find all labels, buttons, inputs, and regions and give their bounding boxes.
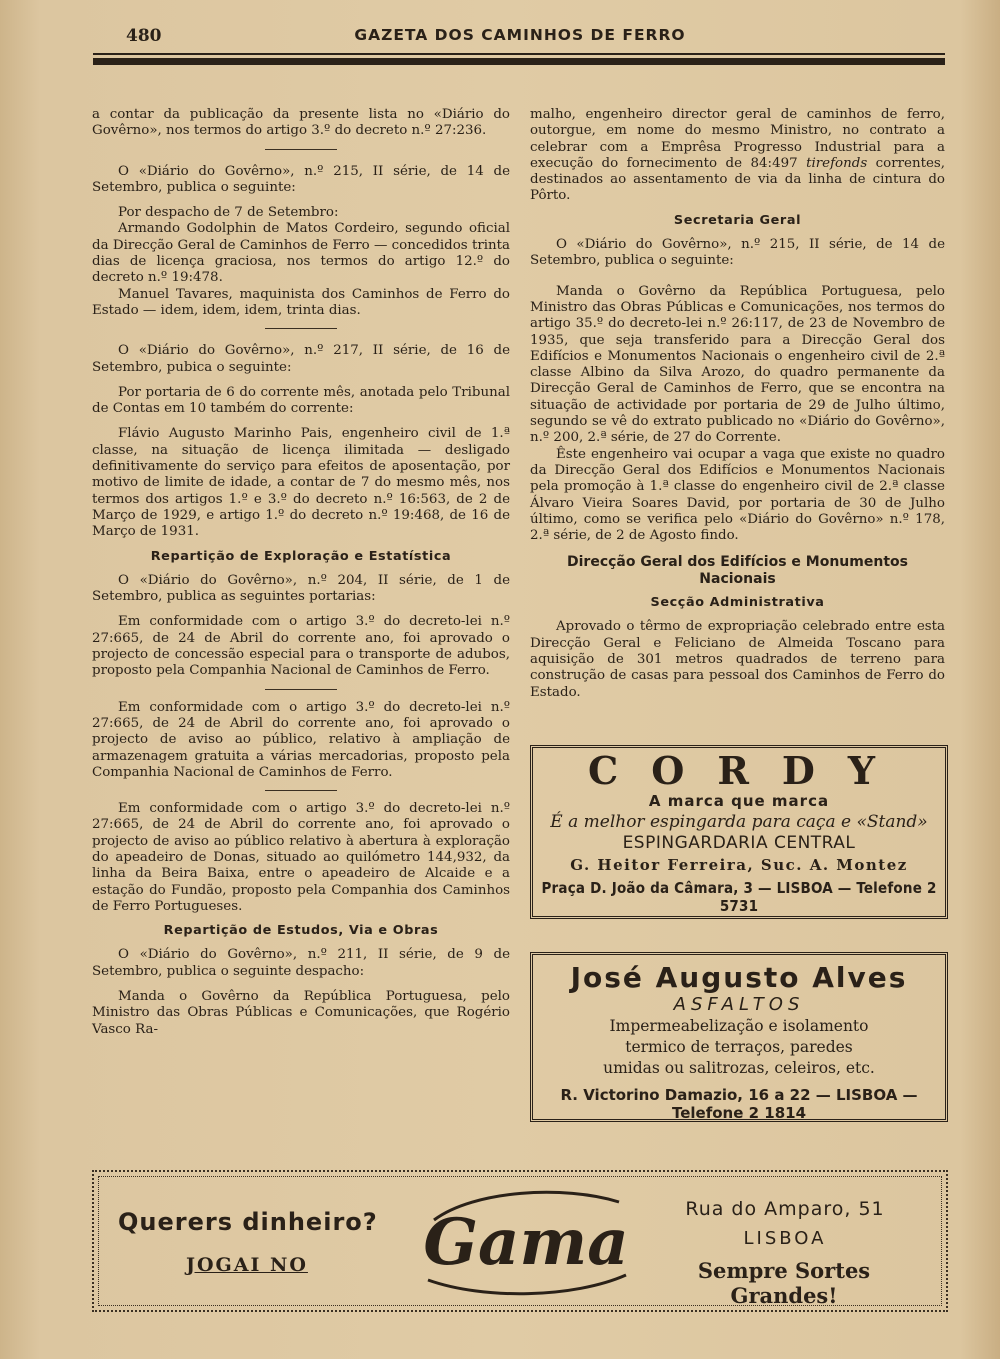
gama-lottery-advertisement [92, 1170, 948, 1312]
italic-term: tirefonds [806, 155, 868, 171]
paragraph: Manuel Tavares, maquinista dos Caminhos de Ferro do Estado — idem, idem, idem, trinta dias. [92, 286, 510, 318]
separator [265, 689, 337, 690]
cordy-advertisement [530, 745, 948, 919]
paragraph: O «Diário do Govêrno», n.º 211, II série, de 9 de Setembro, publica o seguinte despacho: [92, 947, 510, 979]
text-run: malho, engenheiro director geral de caminhos de ferro, outorgue, em nome do mesmo Ministro, no contrato a celebrar com a Emprêsa Progresso Industrial para a execução do fornecimento de 84:497 [530, 107, 945, 171]
description-line: Impermeabelização e isolamento [609, 1017, 869, 1035]
paragraph: Em conformidade com o artigo 3.º do decreto-lei n.º 27:665, de 24 de Abril do corrente ano, foi aprovado o projecto de concessão especial para o transporte de adubos, proposto pela Companhia Nacional de Caminhos de Ferro. [92, 614, 510, 679]
logo-text: Gama [423, 1205, 629, 1280]
separator [265, 790, 337, 791]
header-rule-thick [93, 58, 945, 65]
paragraph [530, 107, 945, 205]
section-heading: Secretaria Geral [673, 212, 802, 228]
paragraph: Manda o Govêrno da República Portuguesa, pelo Ministro das Obras Públicas e Comunicações, nos termos do artigo 35.º do decreto-lei n.º 26:117, de 23 de Novembro de 1935, que seja transferido para a Direcção Geral dos Edifícios e Monumentos Nacionais o engenheiro civil de 2.ª classe Albino da Silva Arozo, do quadro permanente da Direcção Geral de Caminhos de Ferro, que se encontra na situação de actividade por portaria de 29 de Julho último, segundo se vê do extrato publicado no «Diário do Govêrno», n.º 200, 2.ª série, de 27 do Corrente. [530, 283, 945, 446]
motto: Sempre Sortes Grandes! [697, 1258, 871, 1308]
product-name: ASFALTOS [673, 994, 805, 1015]
paragraph: Êste engenheiro vai ocupar a vaga que existe no quadro da Direcção Geral dos Edifícios e Monumentos Nacionais pela promoção à 1.ª classe do engenheiro civil de 2.ª classe Álvaro Vieira Soares David, por portaria de 30 de Julho último, como se verifica pelo «Diário do Govêrno» n.º 178, 2.ª série, de 2 de Agosto findo. [530, 446, 945, 544]
paragraph: O «Diário do Govêrno», n.º 204, II série, de 1 de Setembro, publica as seguintes portarias: [92, 572, 510, 605]
call-to-action: JOGAI NO [186, 1254, 308, 1276]
brand-name: CORDY [587, 748, 908, 793]
paragraph: O «Diário do Govêrno», n.º 217, II série, de 16 de Setembro, pubica o seguinte: [92, 343, 510, 375]
text-run: correntes, destinados ao assentamento de via da linha de cintura do Pôrto. [530, 155, 946, 204]
gama-script-logo [414, 1180, 634, 1300]
question-text: Querers dinheiro? [118, 1208, 378, 1236]
company-name: José Augusto Alves [570, 961, 908, 994]
description-line: umidas ou salitrozas, celeiros, etc. [603, 1059, 875, 1077]
slogan: A marca que marca [648, 792, 830, 810]
city-name: LISBOA [743, 1228, 827, 1249]
paragraph: Em conformidade com o artigo 3.º do decreto-lei n.º 27:665, de 24 de Abril do corrente ano, foi aprovado o projecto de aviso ao público, relativo à ampliação de armazenagem gratuita a várias mercadorias, proposto pela Companhia Nacional de Caminhos de Ferro. [92, 699, 510, 780]
left-column [92, 107, 510, 1038]
store-name: ESPINGARDARIA CENTRAL [622, 833, 856, 853]
section-heading-large: Direcção Geral dos Edifícios e Monumentos Nacionais [567, 554, 908, 587]
right-column [530, 107, 945, 701]
tagline: É a melhor espingarda para caça e «Stand» [550, 812, 928, 832]
separator [265, 149, 337, 150]
paragraph: Flávio Augusto Marinho Pais, engenheiro civil de 1.ª classe, na situação de licença ilimitada — desligado definitivamente do serviço para efeitos de aposentação, por motivo de limite de idade, a contar de 7 do mesmo mês, nos termos dos artigos 1.º e 3.º do decreto n.º 16:563, de 2 de Março de 1929, e artigo 1.º do decreto n.º 19:468, de 16 de Março de 1931. [92, 426, 510, 540]
jose-augusto-alves-advertisement [530, 952, 948, 1122]
street-address: Rua do Amparo, 51 [685, 1198, 885, 1220]
header-rule-thin [93, 53, 945, 55]
address-line: Praça D. João da Câmara, 3 — LISBOA — Telefone 2 5731 [541, 879, 937, 915]
paragraph: Aprovado o têrmo de expropriação celebrado entre esta Direcção Geral e Feliciano de Almeida Toscano para aquisição de 301 metros quadrados de terreno para construção de casas para pessoal dos Caminhos de Ferro do Estado. [530, 619, 945, 700]
section-heading: Repartição de Exploração e Estatística [150, 548, 452, 564]
paragraph: Por despacho de 7 de Setembro: [118, 205, 339, 221]
address-line: R. Victorino Damazio, 16 a 22 — LISBOA — Telefone 2 1814 [560, 1086, 918, 1122]
page-number: 480 [126, 26, 162, 46]
paragraph: O «Diário do Govêrno», n.º 215, II série, de 14 de Setembro, publica o seguinte: [530, 237, 945, 269]
subsection-heading: Secção Administrativa [650, 595, 825, 611]
publication-title: GAZETA DOS CAMINHOS DE FERRO [354, 26, 686, 44]
paragraph: Manda o Govêrno da República Portuguesa, pelo Ministro das Obras Públicas e Comunicações, que Rogério Vasco Ra- [92, 989, 510, 1037]
separator [265, 328, 337, 329]
paragraph: Por portaria de 6 do corrente mês, anotada pelo Tribunal de Contas em 10 também do corrente: [92, 384, 510, 417]
description-line: termico de terraços, paredes [625, 1038, 853, 1056]
paragraph: Armando Godolphin de Matos Cordeiro, segundo oficial da Direcção Geral de Caminhos de Ferro — concedidos trinta dias de licença graciosa, nos termos do artigo 12.º do decreto n.º 19:478. [92, 221, 510, 286]
owner-line: G. Heitor Ferreira, Suc. A. Montez [570, 856, 908, 874]
paragraph: a contar da publicação da presente lista no «Diário do Govêrno», nos termos do artigo 3.º do decreto n.º 27:236. [92, 107, 510, 139]
paragraph: O «Diário do Govêrno», n.º 215, II série, de 14 de Setembro, publica o seguinte: [92, 163, 510, 195]
section-heading: Repartição de Estudos, Via e Obras [163, 923, 439, 939]
paragraph: Em conformidade com o artigo 3.º do decreto-lei n.º 27:665, de 24 de Abril do corrente ano, foi aprovado o projecto de aviso ao público relativo à abertura à exploração do apeadeiro de Donas, situado ao quilómetro 144,932, da linha da Beira Baixa, entre o apeadeiro de Alcaide e a estação do Fundão, proposto pela Companhia dos Caminhos de Ferro Portugueses. [92, 801, 510, 914]
